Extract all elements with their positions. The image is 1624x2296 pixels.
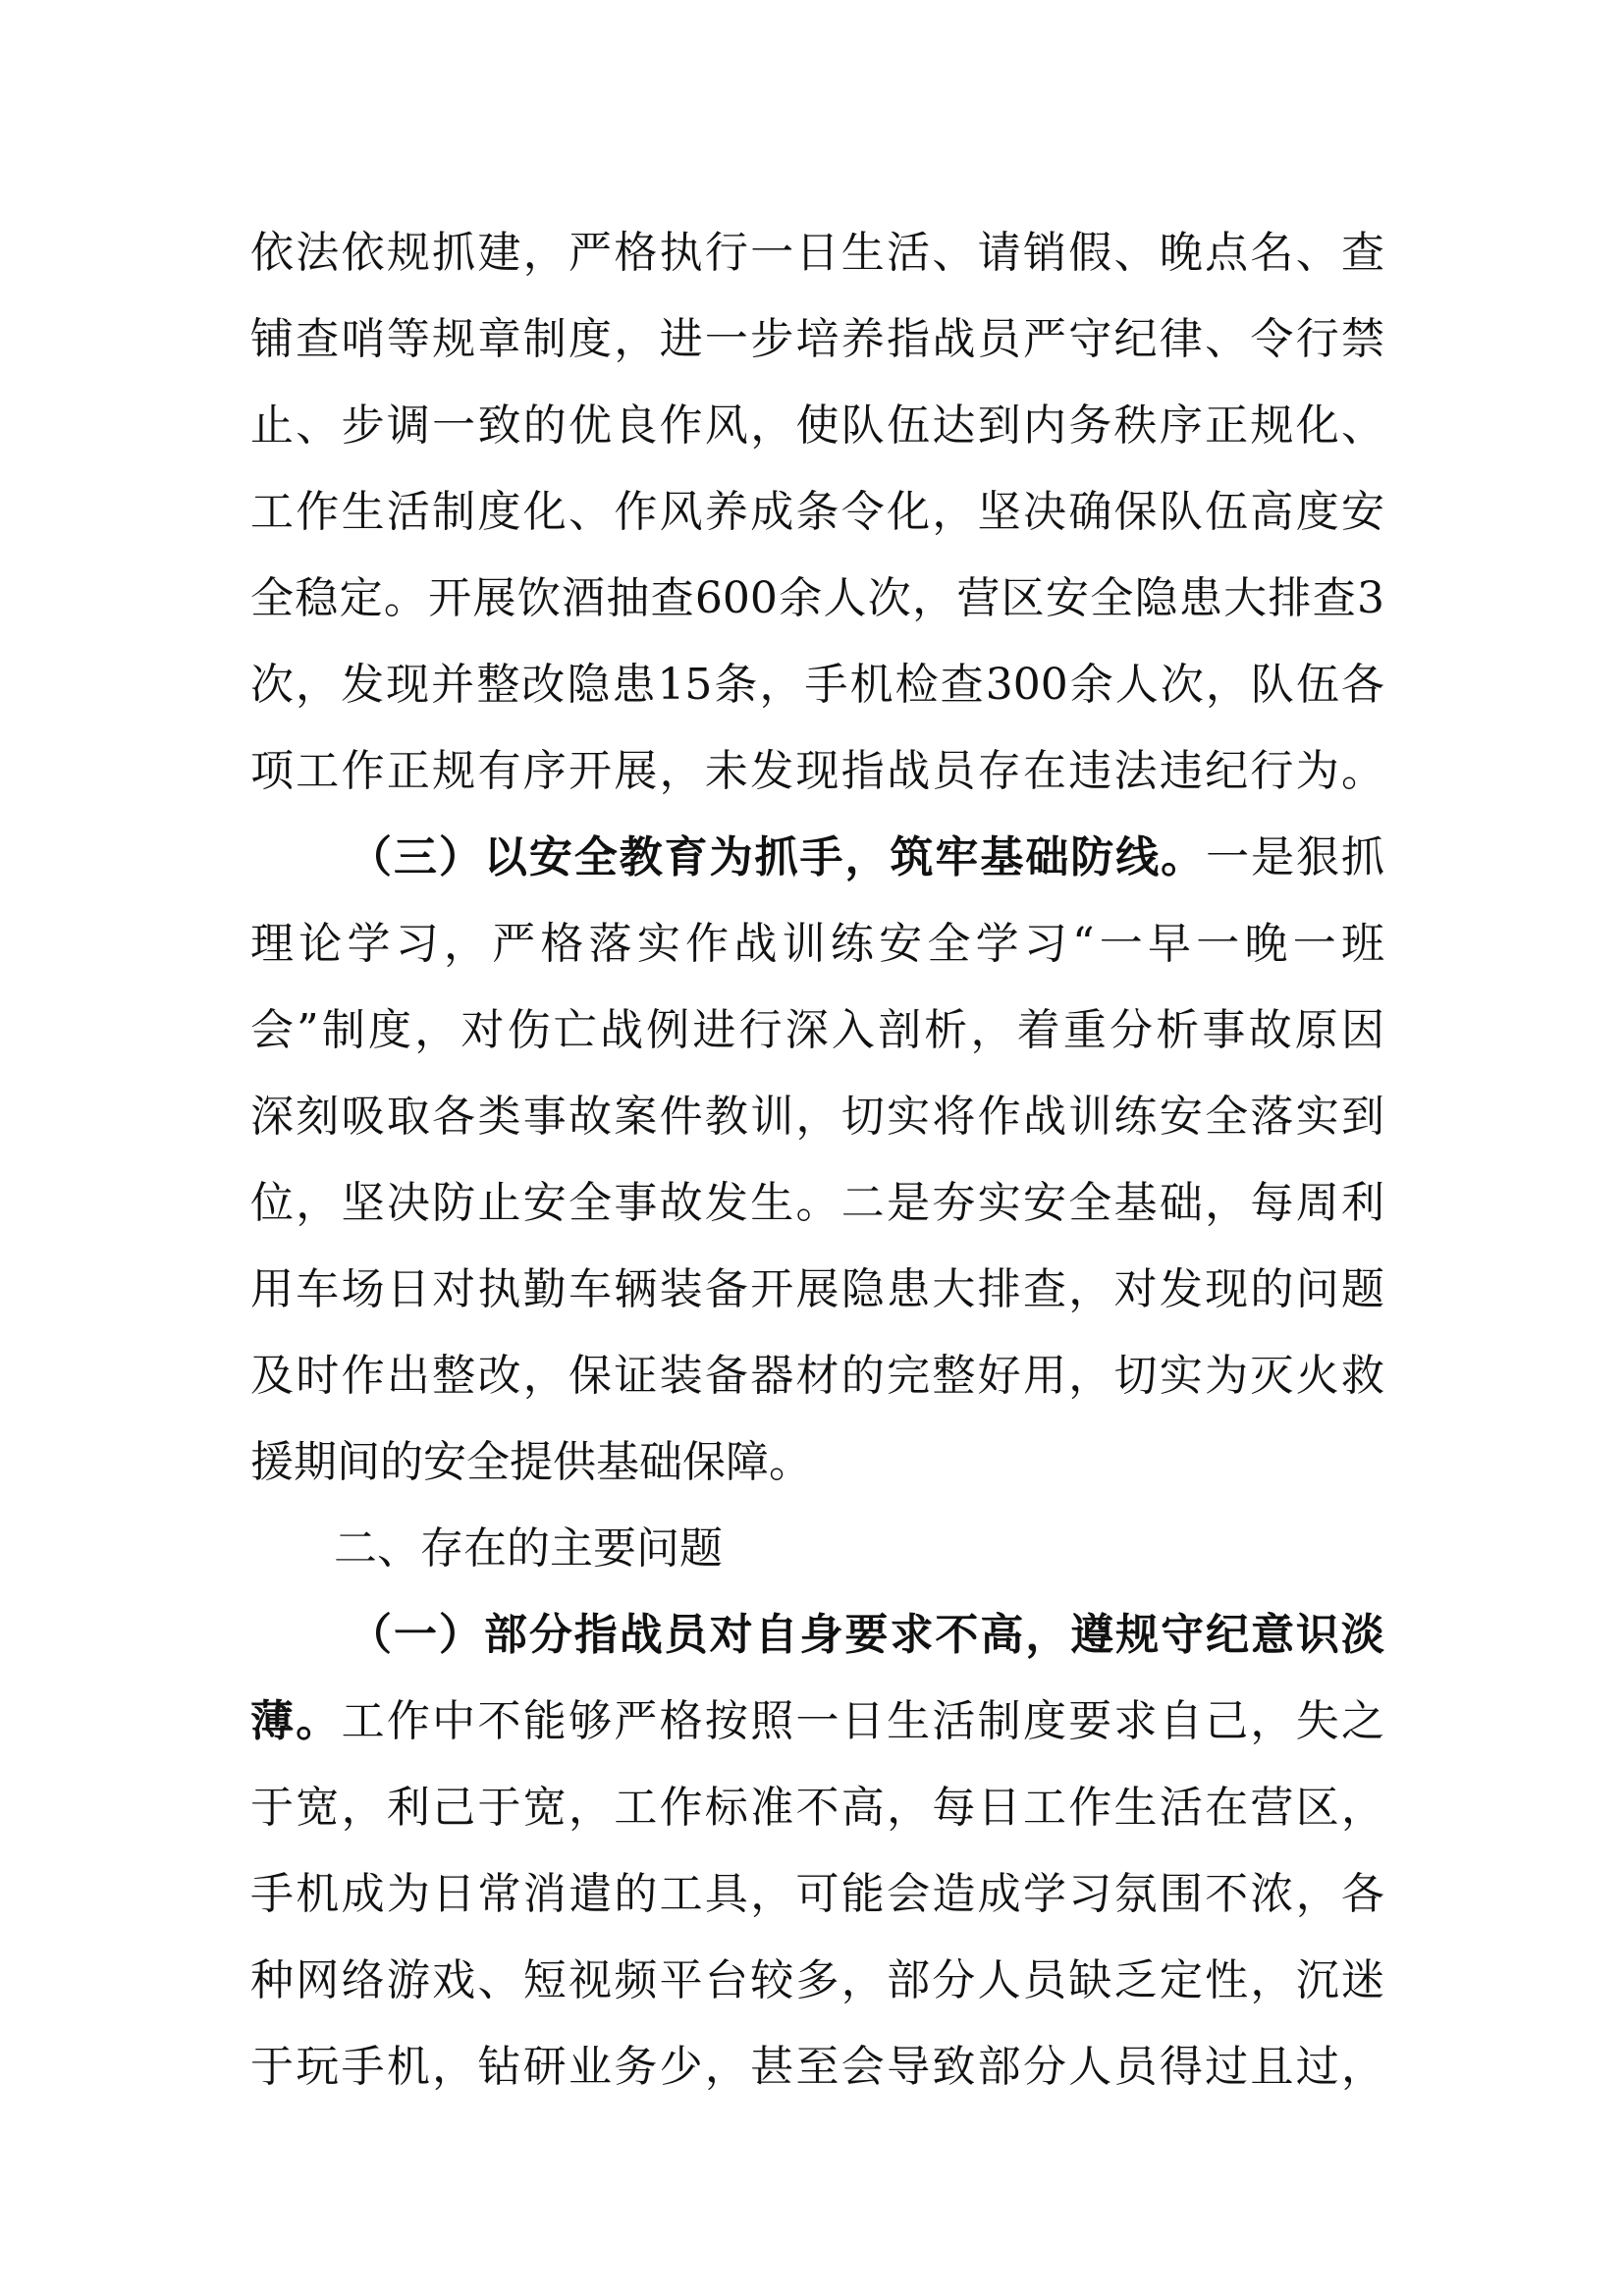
subheading-line bbox=[349, 1592, 1384, 1679]
line-text: 于玩手机，钻研业务少，甚至会导致部分人员得过且过， bbox=[250, 2042, 1384, 2092]
subheading-line bbox=[250, 1679, 1384, 1765]
line-text: 种网络游戏、短视频平台较多，部分人员缺乏定性，沉迷 bbox=[250, 1955, 1384, 2005]
line-text: 位，坚决防止安全事故发生。二是夯实安全基础，每周利 bbox=[250, 1178, 1384, 1228]
body-text-line bbox=[250, 1851, 1384, 1938]
line-text: 止、步调一致的优良作风，使队伍达到内务秩序正规化、 bbox=[250, 400, 1384, 451]
line-text: 理论学习，严格落实作战训练安全学习“一早一晚一班 bbox=[250, 919, 1384, 969]
body-text-line bbox=[250, 1765, 1384, 1851]
body-text-line bbox=[250, 1938, 1384, 2024]
body-text-line bbox=[250, 1333, 1384, 1419]
line-text: 依法依规抓建，严格执行一日生活、请销假、晚点名、查 bbox=[250, 228, 1384, 278]
line-text: 铺查哨等规章制度，进一步培养指战员严守纪律、令行禁 bbox=[250, 314, 1384, 364]
bold-heading-text: 薄。 bbox=[250, 1696, 342, 1746]
body-text-line bbox=[250, 383, 1384, 469]
line-text: 二、存在的主要问题 bbox=[334, 1523, 723, 1574]
bold-heading-text: （一）部分指战员对自身要求不高，遵规守纪意识淡 bbox=[349, 1610, 1384, 1660]
line-text: 于宽，利己于宽，工作标准不高，每日工作生活在营区， bbox=[250, 1783, 1384, 1833]
body-text-line bbox=[250, 469, 1384, 556]
bold-heading-text: （三）以安全教育为抓手，筑牢基础防线。 bbox=[349, 832, 1207, 882]
body-text-line bbox=[250, 556, 1384, 642]
body-text-line bbox=[250, 1160, 1384, 1247]
line-text: 援期间的安全提供基础保障。 bbox=[250, 1437, 812, 1487]
line-text: 全稳定。开展饮酒抽查600余人次，营区安全隐患大排查3 bbox=[250, 573, 1384, 623]
body-text-line bbox=[250, 642, 1384, 728]
body-text-line bbox=[250, 1419, 1384, 1506]
body-text-line bbox=[250, 296, 1384, 383]
body-text-line bbox=[250, 210, 1384, 296]
body-text-line bbox=[250, 1074, 1384, 1160]
subheading-line bbox=[349, 815, 1384, 901]
line-text: 工作中不能够严格按照一日生活制度要求自己，失之 bbox=[341, 1696, 1385, 1746]
line-text: 一是狠抓 bbox=[1206, 832, 1385, 882]
line-text: 手机成为日常消遣的工具，可能会造成学习氛围不浓，各 bbox=[250, 1869, 1384, 1919]
line-text: 用车场日对执勤车辆装备开展隐患大排查，对发现的问题 bbox=[250, 1264, 1384, 1314]
line-text: 及时作出整改，保证装备器材的完整好用，切实为灭火救 bbox=[250, 1351, 1384, 1401]
body-text-line bbox=[250, 728, 1384, 815]
line-text: 项工作正规有序开展，未发现指战员存在违法违纪行为。 bbox=[250, 746, 1384, 796]
body-text-line bbox=[250, 2024, 1384, 2110]
line-text: 会”制度，对伤亡战例进行深入剖析，着重分析事故原因 bbox=[250, 1005, 1384, 1055]
line-text: 工作生活制度化、作风养成条令化，坚决确保队伍高度安 bbox=[250, 487, 1384, 537]
section-heading bbox=[334, 1506, 723, 1592]
body-text-line bbox=[250, 988, 1384, 1074]
line-text: 深刻吸取各类事故案件教训，切实将作战训练安全落实到 bbox=[250, 1092, 1384, 1142]
body-text-line bbox=[250, 1247, 1384, 1333]
body-text-line bbox=[250, 901, 1384, 988]
line-text: 次，发现并整改隐患15条，手机检查300余人次，队伍各 bbox=[250, 660, 1384, 710]
